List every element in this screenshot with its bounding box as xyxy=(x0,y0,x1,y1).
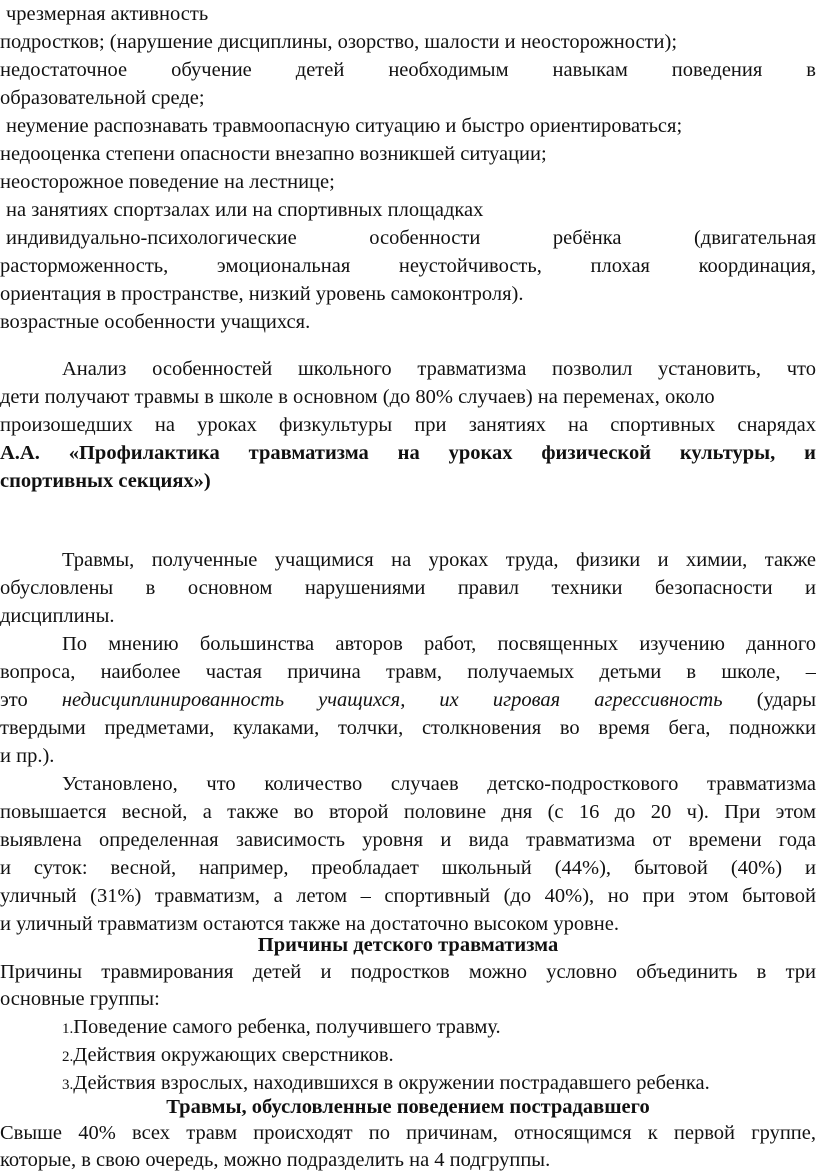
paragraph-line: и пр.). xyxy=(0,745,55,767)
item-number: 3. xyxy=(62,1077,74,1093)
paragraph-line: Травмы, полученные учащимися на уроках труда, физики и химии, также xyxy=(62,549,816,571)
paragraph-line: Анализ особенностей школьного травматизма позволил установить, что xyxy=(62,358,816,380)
list-item: индивидуально-психологические особенности ребёнка (двигательная xyxy=(6,227,816,249)
bold-reference: А.А. «Профилактика травматизма на уроках физической культуры, и xyxy=(0,442,816,464)
italic-emphasis: недисциплинированность учащихся, их игровая агрессивность xyxy=(61,689,723,711)
list-item: на занятиях спортзалах или на спортивных площадках xyxy=(6,199,484,221)
list-item: возрастные особенности учащихся. xyxy=(0,311,311,333)
paragraph-line: уличный (31%) травматизм, а летом – спортивный (до 40%), но при этом бытовой xyxy=(0,885,816,907)
paragraph-line: которые, в свою очередь, можно подразделить на 4 подгруппы. xyxy=(0,1149,551,1171)
list-item: неумение распознавать травмоопасную ситуацию и быстро ориентироваться; xyxy=(6,115,683,137)
paragraph-line: и суток: весной, например, преобладает школьный (44%), бытовой (40%) и xyxy=(0,857,816,879)
item-text: Поведение самого ребенка, получившего травму. xyxy=(73,1016,501,1038)
list-item: чрезмерная активность xyxy=(6,3,209,25)
list-item: подростков; (нарушение дисциплины, озорство, шалости и неосторожности); xyxy=(0,31,678,53)
list-item: неосторожное поведение на лестнице; xyxy=(0,171,335,193)
paragraph-line: основные группы: xyxy=(0,988,160,1010)
paragraph-line: обусловлены в основном нарушениями правил техники безопасности и xyxy=(0,577,816,599)
paragraph-line: Причины травмирования детей и подростков можно условно объединить в три xyxy=(0,961,816,983)
section-heading: Причины детского травматизма xyxy=(257,934,559,956)
list-item: расторможенность, эмоциональная неустойчивость, плохая координация, xyxy=(0,255,816,277)
item-number: 2. xyxy=(62,1049,74,1065)
bold-reference: спортивных секциях») xyxy=(0,470,211,492)
paragraph-line: вопроса, наиболее частая причина травм, получаемых детьми в школе, – xyxy=(0,661,816,683)
paragraph-line: повышается весной, а также во второй половине дня (с 16 до 20 ч). При этом xyxy=(0,801,816,823)
paragraph-line: и уличный травматизм остаются также на достаточно высоком уровне. xyxy=(0,913,620,935)
list-item: недостаточное обучение детей необходимым навыкам поведения в xyxy=(0,59,816,81)
paragraph-line: выявлена определенная зависимость уровня и вида травматизма от времени года xyxy=(0,829,816,851)
item-number: 1. xyxy=(62,1021,74,1037)
list-item: образовательной среде; xyxy=(0,87,205,109)
paragraph-line: твердыми предметами, кулаками, толчки, столкновения во время бега, подножки xyxy=(0,717,816,739)
numbered-item xyxy=(0,1013,816,1041)
item-text: Действия взрослых, находившихся в окружении пострадавшего ребенка. xyxy=(73,1072,710,1094)
paragraph-line: дети получают травмы в школе в основном (до 80% случаев) на переменах, около xyxy=(0,386,715,408)
list-item: ориентация в пространстве, низкий уровень самоконтроля). xyxy=(0,283,524,305)
item-text: Действия окружающих сверстников. xyxy=(73,1044,394,1066)
paragraph-line: По мнению большинства авторов работ, посвященных изучению данного xyxy=(62,633,816,655)
paragraph-line: Свыше 40% всех травм происходят по причинам, относящимся к первой группе, xyxy=(0,1122,816,1144)
text-segment: это xyxy=(0,689,28,711)
numbered-item xyxy=(0,1041,816,1069)
paragraph-line-mixed xyxy=(0,686,816,714)
section-heading: Травмы, обусловленные поведением пострадавшего xyxy=(166,1096,650,1118)
list-item: недооценка степени опасности внезапно возникшей ситуации; xyxy=(0,143,547,165)
paragraph-line: дисциплины. xyxy=(0,605,115,627)
text-segment: (удары xyxy=(756,689,816,711)
paragraph-line: Установлено, что количество случаев детско-подросткового травматизма xyxy=(62,773,816,795)
paragraph-line: произошедших на уроках физкультуры при занятиях на спортивных снарядах xyxy=(0,414,816,436)
